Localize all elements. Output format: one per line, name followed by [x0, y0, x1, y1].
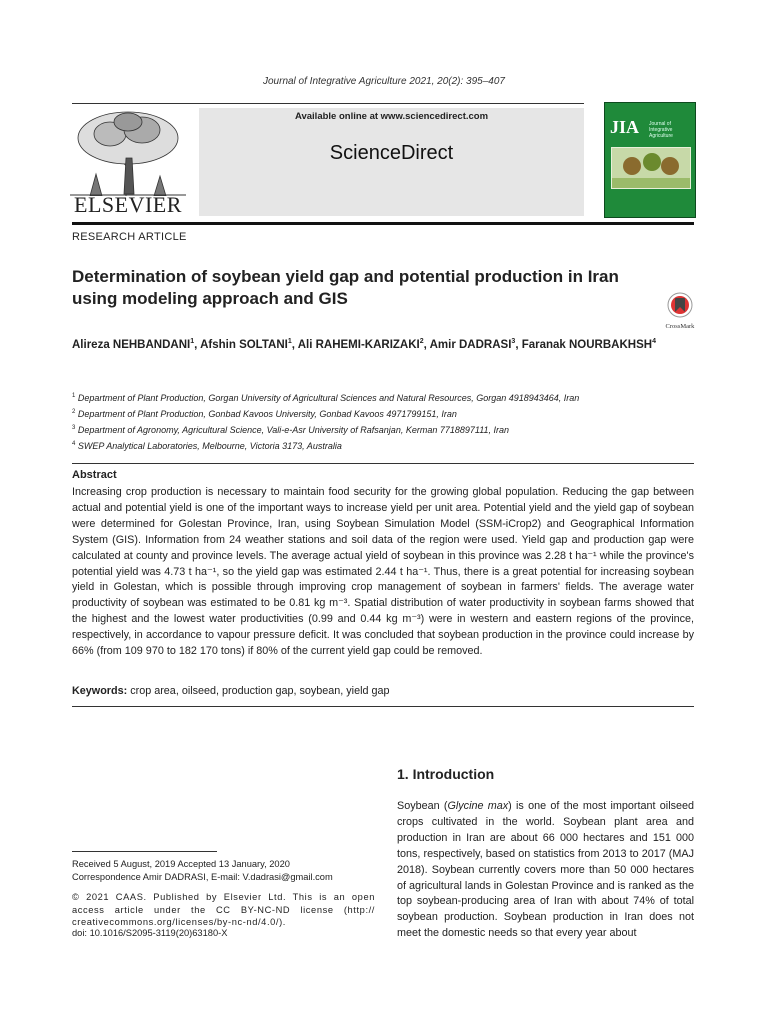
journal-cover-image: [604, 102, 696, 218]
keywords: [72, 685, 694, 697]
author-list: [72, 333, 672, 354]
crossmark-icon: [667, 292, 693, 318]
section-heading-introduction: 1. Introduction: [397, 766, 495, 782]
cover-photo-icon: [612, 148, 690, 188]
crossmark-label: CrossMark: [665, 323, 695, 330]
title-line-1: Determination of soybean yield gap and potential production in Iran: [72, 267, 619, 286]
title-line-2: using modeling approach and GIS: [72, 289, 348, 308]
elsevier-logo: [70, 108, 186, 218]
author: Faranak NOURBAKHSH$^4$: [521, 338, 656, 351]
article-type: RESEARCH ARTICLE: [72, 231, 187, 243]
license-statement[interactable]: © 2021 CAAS. Published by Elsevier Ltd. This is an open access article under the CC BY-NC-ND license (http:// creativecommons.org/licenses/by-nc-nd/4.0/).: [72, 892, 375, 927]
author: Alireza NEHBANDANI$^1$,: [72, 338, 201, 351]
author: Amir DADRASI$^3$,: [429, 338, 522, 351]
header-rule-top: [72, 103, 584, 104]
affiliation: $^4$ SWEP Analytical Laboratories, Melbourne, Victoria 3173, Australia: [72, 441, 342, 451]
correspondence[interactable]: Correspondence Amir DADRASI, E-mail: V.dadrasi@gmail.com: [72, 872, 333, 882]
header-rule-bottom: [72, 222, 694, 225]
keywords-label: Keywords:: [72, 685, 128, 697]
cover-photo: [611, 147, 691, 189]
abstract-rule-top: [72, 463, 694, 464]
tree-icon: [70, 108, 186, 196]
affiliation: $^3$ Department of Agronomy, Agricultural Science, Vali-e-Asr University of Rafsanjan, Kerman 7718897111, Iran: [72, 425, 510, 435]
article-title: [72, 266, 702, 310]
abstract-body: Increasing crop production is necessary to maintain food security for the growing global population. Reducing the gap between actual and potential yield is one of the important ways to increase yield per unit area. Potential yield and the yield gap of soybean were determined for Golestan Province, Iran, using Soybean Simulation Model (SSM-iCrop2) and Geographical Information System (GIS). Information from 24 weather stations and soil data of the region were used. Yield gap and production gap were calculated at county and province levels. The average actual yield of soybean in this province was 2.28 t ha⁻¹ while the province's potential yield was 4.73 t ha⁻¹, so the yield gap was estimated 2.44 t ha⁻¹. Thus, there is a great potential for increasing soybean yield in Golestan, which is possible through improving crop management of soybean in farmers' fields. The average water productivity of soybean was estimated to be 0.81 kg m⁻³. Spatial distribution of water productivity in soybean farms showed that the highest and the lowest water productivities (0.99 and 0.44 kg m⁻³) were in western and eastern regions of the province, respectively, in accordance to vapour pressure deficit. It was concluded that soybean production in the province could increase by 66% (from 109 970 to 182 170 tons) if 80% of the current yield gap could be removed.: [72, 486, 694, 658]
doi[interactable]: doi: 10.1016/S2095-3119(20)63180-X: [72, 928, 228, 938]
abstract-rule-bottom: [72, 706, 694, 707]
available-online-text[interactable]: Available online at www.sciencedirect.com: [294, 111, 489, 122]
introduction-body: Soybean (Glycine max) is one of the most important oilseed crops cultivated in the world. Soybean plant area and production in Iran are about 66 000 hectares and 151 000 tons, respectively, based on statistics from 2013 to 2017 (MAJ 2018). Soybean currently covers more than 50 000 hectares of agricultural lands in Golestan Province and is ranked as the top soybean-producing area of Iran with about 74% of total soybean production. Soybean production in Iran does not meet the domestic needs so that every year about: [397, 800, 695, 940]
affiliation: $^1$ Department of Plant Production, Gorgan University of Agricultural Sciences and Natural Resources, Gorgan 4918943464, Iran: [72, 393, 580, 403]
cover-subtitle: Journal of Integrative Agriculture: [649, 121, 673, 139]
journal-citation: Journal of Integrative Agriculture 2021, 20(2): 395–407: [262, 76, 505, 87]
crossmark-badge[interactable]: [661, 292, 699, 328]
received-dates: Received 5 August, 2019 Accepted 13 January, 2020: [72, 859, 290, 869]
keywords-list: crop area, oilseed, production gap, soybean, yield gap: [127, 685, 390, 697]
footnote-rule: [72, 851, 217, 852]
abstract-heading: Abstract: [72, 469, 117, 481]
cover-title: JIA: [610, 117, 640, 137]
author: Ali RAHEMI-KARIZAKI$^2$,: [297, 338, 430, 351]
sciencedirect-title[interactable]: ScienceDirect: [329, 142, 454, 164]
elsevier-wordmark: ELSEVIER: [74, 192, 182, 217]
author: Afshin SOLTANI$^1$,: [200, 338, 298, 351]
affiliation: $^2$ Department of Plant Production, Gonbad Kavoos University, Gonbad Kavoos 4971799151, Iran: [72, 409, 457, 419]
affiliation-list: [72, 389, 712, 453]
